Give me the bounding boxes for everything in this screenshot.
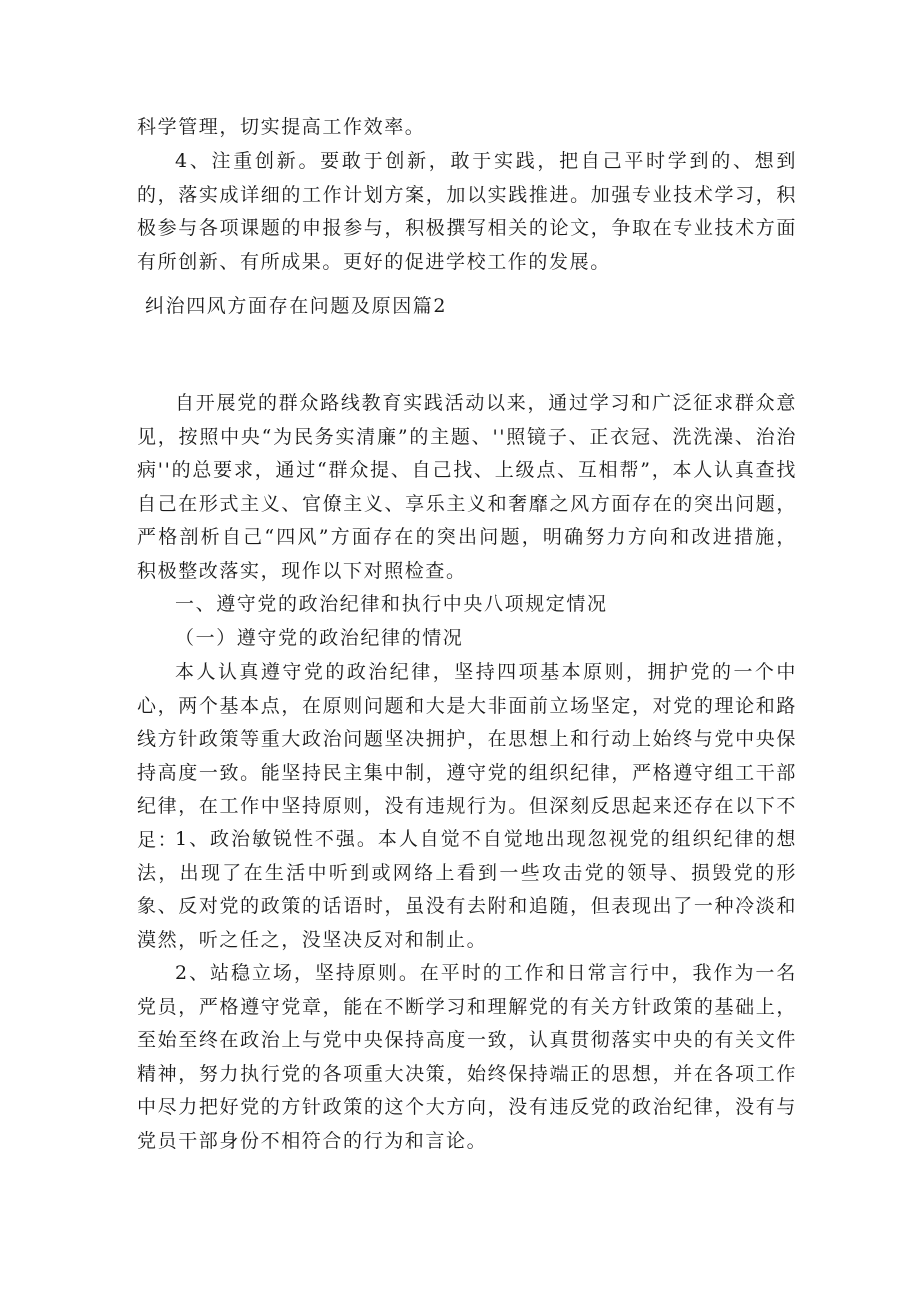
section-title: 纠治四风方面存在问题及原因篇2: [145, 295, 448, 317]
paragraph-point-2: 2、站稳立场，坚持原则。在平时的工作和日常言行中，我作为一名党员，严格遵守党章，能在不断学习和理解党的有关方针政策的基础上，至始至终在政治上与党中央保持高度一致，认真贯彻落实中央的有关文件精神，努力执行党的各项重大决策，始终保持端正的思想，并在各项工作中尽力把好党的方针政策的这个大方向，没有违反党的政治纪律，没有与党员干部身份不相符合的行为和言论。: [137, 962, 797, 1152]
paragraph-discipline: 本人认真遵守党的政治纪律，坚持四项基本原则，拥护党的一个中心，两个基本点，在原则问题和大是大非面前立场坚定，对党的理论和路线方针政策等重大政治问题坚决拥护，在思想上和行动上始终与党中央保持高度一致。能坚持民主集中制，遵守党的组织纪律，严格遵守组工干部纪律，在工作中坚持原则，没有违规行为。但深刻反思起来还存在以下不足：: [137, 661, 797, 851]
paragraph-point-1: 1、政治敏锐性不强。本人自觉不自觉地出现忽视党的组织纪律的想法，出现了在生活中听到或网络上看到一些攻击党的领导、损毁党的形象、反对党的政策的话语时，虽没有去附和追随，但表现出了一种冷淡和漠然，听之任之，没坚决反对和制止。: [137, 828, 797, 951]
paragraph-intro: 自开展党的群众路线教育实践活动以来，通过学习和广泛征求群众意见，按照中央“为民务实清廉”的主题、''照镜子、正衣冠、洗洗澡、治治病''的总要求，通过“群众提、自己找、上级点、互相帮”，本人认真查找自己在形式主义、官僚主义、享乐主义和奢靡之风方面存在的突出问题，严格剖析自己“四风”方面存在的突出问题，明确努力方向和改进措施，积极整改落实，现作以下对照检查。: [137, 392, 797, 582]
heading-level-2: （一）遵守党的政治纪律的情况: [175, 627, 464, 649]
paragraph-continuation: 科学管理，切实提高工作效率。: [137, 116, 426, 138]
heading-level-1: 一、遵守党的政治纪律和执行中央八项规定情况: [175, 593, 608, 615]
paragraph-innovation: 4、注重创新。要敢于创新，敢于实践，把自己平时学到的、想到的，落实成详细的工作计划方案，加以实践推进。加强专业技术学习，积极参与各项课题的申报参与，积极撰写相关的论文，争取在专业技术方面有所创新、有所成果。更好的促进学校工作的发展。: [137, 150, 797, 273]
